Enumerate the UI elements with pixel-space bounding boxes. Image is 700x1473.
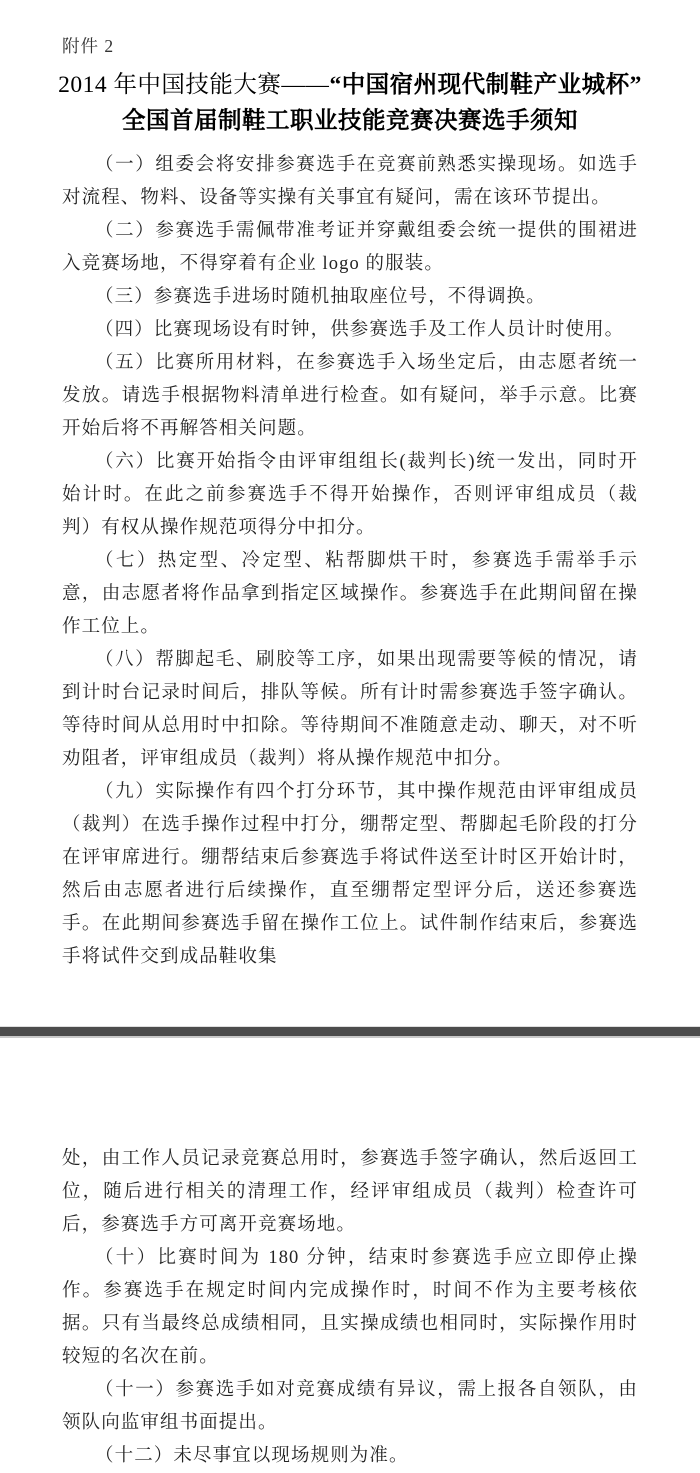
document-title: [0, 67, 700, 139]
paragraph: （十）比赛时间为 180 分钟，结束时参赛选手应立即停止操作。参赛选手在规定时间内完成操作时，时间不作为主要考核依据。只有当最终总成绩相同，且实操成绩也相同时，实际操作用时较短的名次在前。: [62, 1248, 638, 1367]
paragraph: （九）实际操作有四个打分环节，其中操作规范由评审组成员（裁判）在选手操作过程中打分，绷帮定型、帮脚起毛阶段的打分在评审席进行。绷帮结束后参赛选手将试件送至计时区开始计时，然后由志愿者进行后续操作，直至绷帮定型评分后，送还参赛选手。在此期间参赛选手留在操作工位上。试件制作结束后，参赛选手将试件交到成品鞋收集: [62, 782, 638, 967]
title-line1: [0, 67, 700, 103]
paragraph: （四）比赛现场设有时钟，供参赛选手及工作人员计时使用。: [95, 320, 625, 340]
paragraph: （五）比赛所用材料，在参赛选手入场坐定后，由志愿者统一发放。请选手根据物料清单进行检查。如有疑问，举手示意。比赛开始后将不再解答相关问题。: [62, 353, 638, 439]
page-separator: [0, 1026, 700, 1038]
paragraph: （一）组委会将安排参赛选手在竞赛前熟悉实操现场。如选手对流程、物料、设备等实操有关事宜有疑问，需在该环节提出。: [62, 155, 638, 208]
page2-body: [62, 1143, 638, 1473]
paragraph: （二）参赛选手需佩带准考证并穿戴组委会统一提供的围裙进入竞赛场地，不得穿着有企业 logo 的服装。: [62, 221, 638, 274]
title-line1-quoted: “中国宿州现代制鞋产业城杯”: [329, 72, 642, 98]
paragraph: （六）比赛开始指令由评审组组长(裁判长)统一发出，同时开始计时。在此之前参赛选手不得开始操作，否则评审组成员（裁判）有权从操作规范项得分中扣分。: [62, 452, 638, 538]
paragraph: （十二）未尽事宜以现场规则为准。: [95, 1446, 409, 1466]
title-line2: 全国首届制鞋工职业技能竞赛决赛选手须知: [122, 108, 578, 134]
paragraph: （八）帮脚起毛、刷胶等工序，如果出现需要等候的情况，请到计时台记录时间后，排队等候。所有计时需参赛选手签字确认。等待时间从总用时中扣除。等待期间不准随意走动、聊天，对不听劝阻者，评审组成员（裁判）将从操作规范中扣分。: [62, 650, 638, 769]
attachment-label: 附件 2: [62, 36, 115, 56]
paragraph: （三）参赛选手进场时随机抽取座位号，不得调换。: [95, 287, 546, 307]
paragraph: 处，由工作人员记录竞赛总用时，参赛选手签字确认，然后返回工位，随后进行相关的清理工作，经评审组成员（裁判）检查许可后，参赛选手方可离开竞赛场地。: [62, 1149, 638, 1235]
page1-body: [62, 149, 638, 974]
paragraph: （七）热定型、冷定型、粘帮脚烘干时，参赛选手需举手示意，由志愿者将作品拿到指定区域操作。参赛选手在此期间留在操作工位上。: [62, 551, 638, 637]
title-line1-prefix: 2014 年中国技能大赛——: [58, 72, 330, 98]
paragraph: （十一）参赛选手如对竞赛成绩有异议，需上报各自领队，由领队向监审组书面提出。: [62, 1380, 638, 1433]
